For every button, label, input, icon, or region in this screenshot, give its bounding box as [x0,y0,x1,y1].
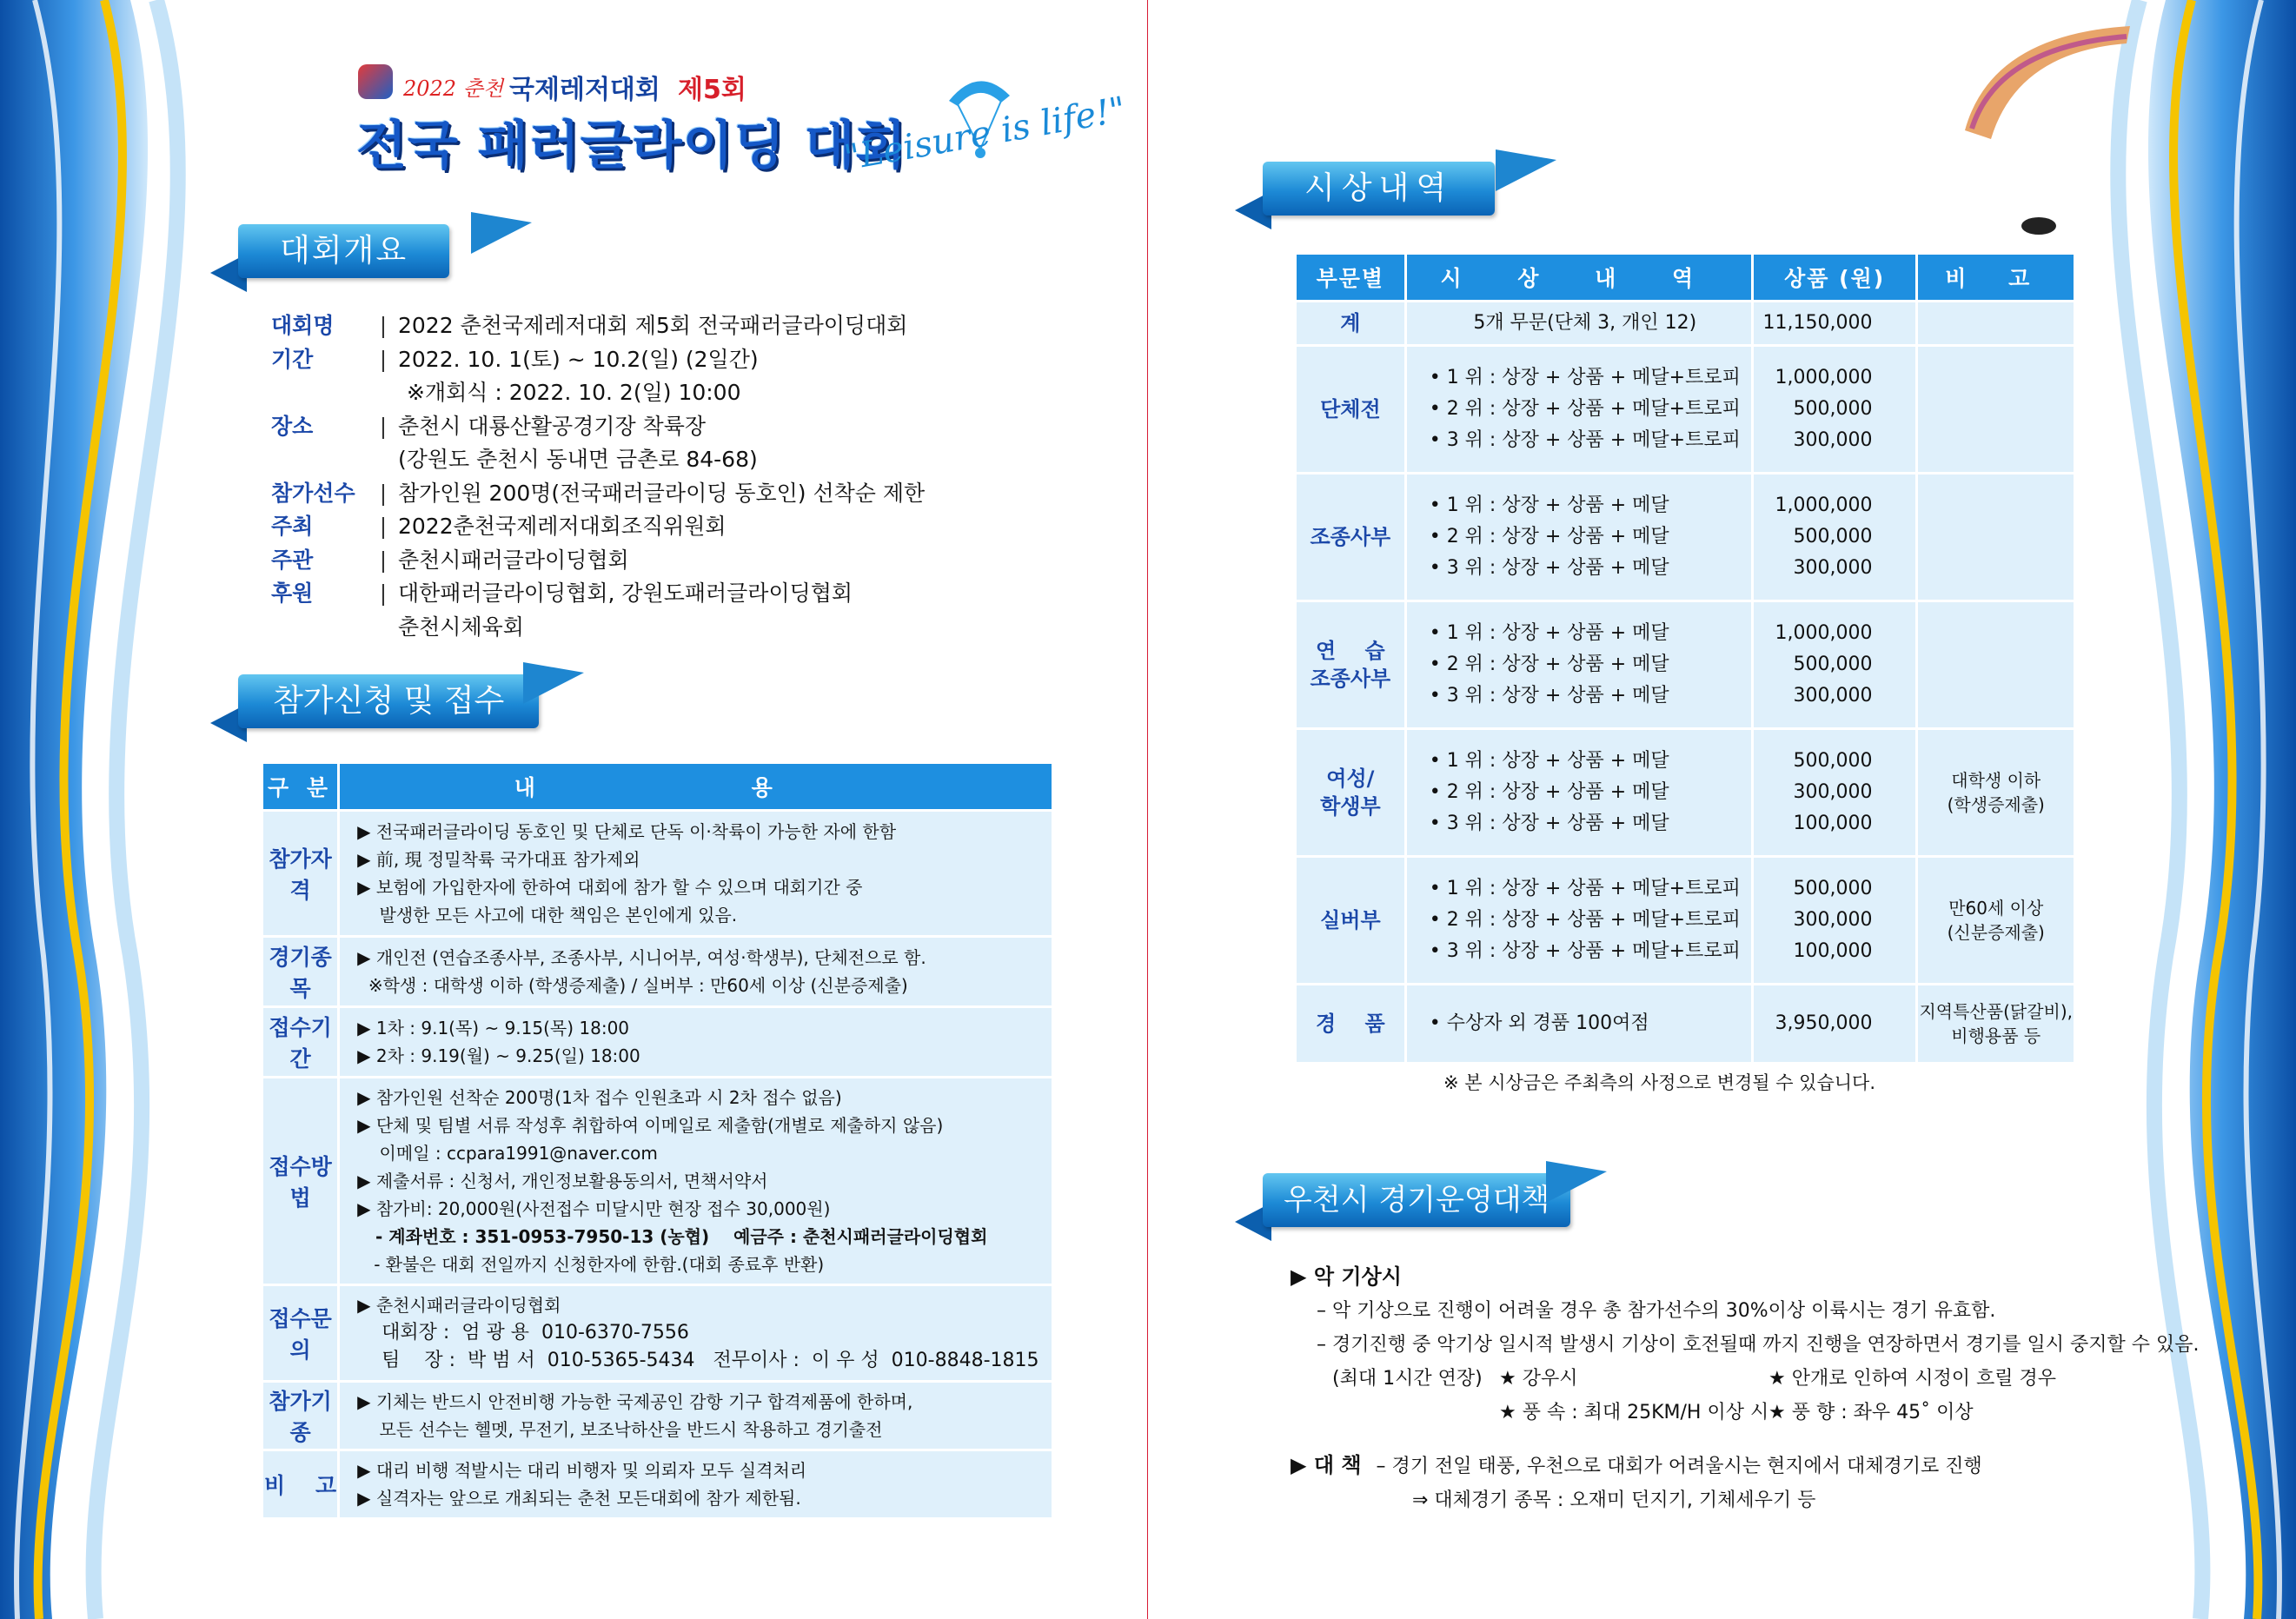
prize-amount: 500,000 [1793,878,1873,899]
overview-title: 대회개요 [238,224,449,278]
prize-amount: 100,000 [1793,940,1873,962]
prize-amount: 300,000 [1793,781,1873,803]
row-content [340,1286,1051,1380]
prize-note [1918,602,2074,727]
row-label: 접수문의 [263,1286,337,1380]
content-line: - 계좌번호 : 351-0953-7950-13 (농협) 예금주 : 춘천시패러글라이딩협회 [357,1226,988,1247]
content-line: ▶ 실격자는 앞으로 개최되는 춘천 모든대회에 참가 제한됨. [357,1488,801,1509]
rain-plan-line: – 경기진행 중 악기상 일시적 발생시 기상이 호전될때 까지 진행을 연장하면서 경기를 일시 중지할 수 있음. [1317,1334,2200,1356]
award-line: • 1 위 : 상장 + 상품 + 메달+트로피 [1429,878,1741,899]
content-line: ▶ 대리 비행 적발시는 대리 비행자 및 의뢰자 모두 실격처리 [357,1460,807,1481]
application-title: 참가신청 및 접수 [238,674,539,728]
content-line: ▶ 춘천시패러글라이딩협회 [357,1295,561,1316]
content-line: ▶ 2차 : 9.19(월) ~ 9.25(일) 18:00 [357,1045,640,1066]
rain-plan-content [1291,1260,2199,1517]
row-content [340,938,1051,1005]
award-details [1407,602,1751,727]
prize-amount: 300,000 [1793,429,1873,451]
prize-amount: 500,000 [1793,526,1873,547]
event-logo [355,59,911,111]
overview-key: 참가선수 [271,480,355,506]
award-line: • 2 위 : 상장 + 상품 + 메달 [1429,654,1669,675]
overview-row: 장소 | 춘천시 대룡산활공경기장 착륙장 [271,410,925,444]
header-content: 내 용 [340,764,1051,809]
award-line: • 3 위 : 상장 + 상품 + 메달 [1429,685,1669,707]
content-line: ▶ 참가인원 선착순 200명(1차 접수 인원초과 시 2차 접수 없음) [357,1087,842,1108]
overview-value: 대한패러글라이딩협회, 강원도패러글라이딩협회 [398,581,853,606]
content-line: ▶ 제출서류 : 신청서, 개인정보활용동의서, 면책서약서 [357,1171,768,1191]
prize-note [1918,347,2074,472]
content-line: 발생한 모든 사고에 대한 책임은 본인에게 있음. [357,905,738,926]
overview-sub: 춘천시체육회 [398,614,524,640]
overview-value: 2022. 10. 1(토) ~ 10.2(일) (2일간) [398,346,759,372]
table-row [263,1286,1052,1380]
overview-value: 춘천시 대룡산활공경기장 착륙장 [398,413,706,439]
slogan-text: "Leisure is life!" [841,90,1129,179]
content-line: - 환불은 대회 전일까지 신청한자에 한함.(대회 종료후 반환) [357,1254,825,1275]
award-line: • 1 위 : 상장 + 상품 + 메달 [1429,622,1669,644]
prize-amounts [1754,602,1916,727]
application-banner [210,667,593,737]
award-line: • 2 위 : 상장 + 상품 + 메달 [1429,526,1669,547]
bad-weather-heading: ▶ 악 기상시 [1291,1264,1402,1289]
header-awards: 시 상 내 역 [1407,255,1751,300]
award-line: • 2 위 : 상장 + 상품 + 메달+트로피 [1429,909,1741,931]
application-table [261,761,1054,1520]
banner-flag [1546,1161,1607,1203]
condition-wind-speed: ★ 풍 속 : 최대 25KM/H 이상 시 [1499,1402,1769,1423]
division-label: 조종사부 [1297,474,1404,600]
logo-mark-icon [358,64,393,99]
content-line: ▶ 참가비: 20,000원(사전접수 미달시만 현장 접수 30,000원) [357,1198,831,1219]
overview-key: 장소 [271,413,314,439]
overview-row: 주관 | 춘천시패러글라이딩협회 [271,544,925,578]
overview-key: 주관 [271,547,314,573]
overview-value: 2022 춘천국제레저대회 제5회 전국패러글라이딩대회 [398,313,908,338]
prize-amount: 300,000 [1793,685,1873,707]
banner-flag [471,212,532,254]
row-label: 참가기종 [263,1383,337,1449]
content-line: ▶ 1차 : 9.1(목) ~ 9.15(목) 18:00 [357,1018,630,1038]
paraglider-wing-icon [1956,17,2139,148]
table-row [1297,730,2074,855]
conditions-row [1291,1396,2199,1430]
edition-text: 제5회 [678,75,747,105]
prize-amount: 11,150,000 [1754,302,1916,344]
pilot-icon [2017,207,2060,242]
overview-row: 참가선수 | 참가인원 200명(전국패러글라이딩 동호인) 선착순 제한 [271,477,925,511]
row-content [340,1078,1051,1284]
measure-row [1291,1449,2199,1483]
prize-amount: 1,000,000 [1775,622,1873,644]
award-line: • 2 위 : 상장 + 상품 + 메달 [1429,781,1669,803]
table-row [1297,602,2074,727]
award-line: • 1 위 : 상장 + 상품 + 메달 [1429,494,1669,516]
prize-note [1918,302,2074,344]
content-line: 팀 장 : 박 범 서 010-5365-5434 전무이사 : 이 우 성 010-8848-1815 [357,1350,1039,1371]
award-detail: 5개 무문(단체 3, 개인 12) [1407,302,1751,344]
banner-flag [1496,149,1556,191]
prize-note: 대학생 이하 (학생증제출) [1918,730,2074,855]
prize-amounts [1754,858,1916,983]
table-header-row [1297,255,2074,300]
award-line: • 3 위 : 상장 + 상품 + 메달+트로피 [1429,429,1741,451]
year-logo-text: 2022 춘천 [403,76,504,101]
content-line: ※학생 : 대학생 이하 (학생증제출) / 실버부 : 만60세 이상 (신분증제출) [357,975,908,996]
header-note: 비 고 [1918,255,2074,300]
prize-amount: 1,000,000 [1775,494,1873,516]
overview-row: 후원 | 대한패러글라이딩협회, 강원도패러글라이딩협회 [271,577,925,611]
rain-plan-title: 우천시 경기운영대책 [1263,1173,1570,1227]
prize-amount: 300,000 [1793,909,1873,931]
award-line: • 3 위 : 상장 + 상품 + 메달 [1429,813,1669,834]
award-details [1407,858,1751,983]
division-label: 단체전 [1297,347,1404,472]
main-title: 전국 패러글라이딩 대회 [356,116,907,176]
division-label: 경 품 [1297,985,1404,1062]
row-label: 경기종목 [263,938,337,1005]
table-header-row [263,764,1052,809]
award-details [1407,730,1751,855]
overview-key: 기간 [271,346,314,372]
prize-amounts [1754,347,1916,472]
table-row [1297,858,2074,983]
alternative-events: ⇒ 대체경기 종목 : 오재미 던지기, 기체세우기 등 [1412,1490,1816,1511]
max-extension: (최대 1시간 연장) [1332,1368,1483,1390]
banner-flag [523,662,584,704]
overview-row: 주최 | 2022춘천국제레저대회조직위원회 [271,510,925,544]
row-label: 접수방법 [263,1078,337,1284]
prize-amount: 3,950,000 [1754,985,1916,1062]
condition-fog: ★ 안개로 인하여 시정이 흐릴 경우 [1768,1368,2056,1390]
prize-amount: 500,000 [1793,398,1873,420]
award-details [1407,474,1751,600]
awards-banner [1235,155,1565,224]
content-line: ▶ 전국패러글라이딩 동호인 및 단체로 단독 이·착륙이 가능한 자에 한함 [357,821,897,842]
condition-rain: ★ 강우시 [1499,1368,1578,1390]
overview-value: 2022춘천국제레저대회조직위원회 [398,514,727,539]
header-prize: 상품 (원) [1754,255,1916,300]
overview-value: 춘천시패러글라이딩협회 [398,547,629,573]
award-details [1407,347,1751,472]
header-category: 구 분 [263,764,337,809]
prize-amount: 500,000 [1793,750,1873,772]
prize-table [1294,252,2076,1065]
overview-banner [210,217,541,287]
prize-amounts [1754,474,1916,600]
award-line: • 3 위 : 상장 + 상품 + 메달 [1429,557,1669,579]
overview-key: 대회명 [271,313,335,338]
overview-sub: (강원도 춘천시 동내면 금촌로 84-68) [398,447,758,472]
table-row [1297,474,2074,600]
table-row [1297,347,2074,472]
prize-amount: 1,000,000 [1775,367,1873,388]
row-label: 비 고 [263,1451,337,1517]
division-label: 여성/ 학생부 [1297,730,1404,855]
prize-amount: 100,000 [1793,813,1873,834]
prize-amount: 500,000 [1793,654,1873,675]
prize-amount: 300,000 [1793,557,1873,579]
measure-heading: ▶ 대 책 [1291,1453,1362,1477]
content-line: ▶ 개인전 (연습조종사부, 조종사부, 시니어부, 여성·학생부), 단체전으로 함. [357,947,926,968]
overview-list [271,309,925,644]
prize-footnote: ※ 본 시상금은 주최측의 사정으로 변경될 수 있습니다. [1443,1072,1876,1093]
row-label: 참가자격 [263,812,337,935]
table-row [263,1078,1052,1284]
overview-row: 기간 | 2022. 10. 1(토) ~ 10.2(일) (2일간) [271,343,925,377]
content-line: ▶ 기체는 반드시 안전비행 가능한 국제공인 감항 기구 합격제품에 한하며, [357,1391,913,1412]
table-row [1297,302,2074,344]
prize-note: 만60세 이상 (신분증제출) [1918,858,2074,983]
rain-plan-banner [1235,1166,1617,1236]
content-line: ▶ 보험에 가입한자에 한하여 대회에 참가 할 수 있으며 대회기간 중 [357,877,863,898]
overview-key: 주최 [271,514,314,539]
award-detail: • 수상자 외 경품 100여점 [1407,985,1751,1062]
overview-key: 후원 [271,581,314,606]
division-label: 실버부 [1297,858,1404,983]
event-name-text: 국제레저대회 [509,75,660,105]
overview-value: 참가인원 200명(전국패러글라이딩 동호인) 선착순 제한 [398,480,926,506]
prize-amounts [1754,730,1916,855]
award-line: • 1 위 : 상장 + 상품 + 메달+트로피 [1429,367,1741,388]
table-row [263,1451,1052,1517]
table-row [263,1008,1052,1076]
content-line: ▶ 前, 現 정밀착륙 국가대표 참가제외 [357,849,640,870]
content-line: 대회장 : 엄 광 용 010-6370-7556 [357,1322,689,1344]
rain-plan-line: – 악 기상으로 진행이 어려울 경우 총 참가선수의 30%이상 이륙시는 경기 유효함. [1317,1300,1996,1322]
row-content [340,1008,1051,1076]
condition-wind-direction: ★ 풍 향 : 좌우 45˚ 이상 [1768,1402,1974,1423]
conditions-row [1291,1362,2199,1396]
content-line: ▶ 단체 및 팀별 서류 작성후 취합하여 이메일로 제출함(개별로 제출하지 않음) [357,1115,944,1136]
table-row [263,812,1052,935]
table-row [1297,985,2074,1062]
header-division: 부문별 [1297,255,1404,300]
division-label: 계 [1297,302,1404,344]
prize-note [1918,474,2074,600]
row-label: 접수기간 [263,1008,337,1076]
table-row [263,938,1052,1005]
overview-row: 대회명 | 2022 춘천국제레저대회 제5회 전국패러글라이딩대회 [271,309,925,343]
content-line: 모든 선수는 헬멧, 무전기, 보조낙하산을 반드시 착용하고 경기출전 [357,1419,883,1440]
overview-sub: ※개회식 : 2022. 10. 2(일) 10:00 [407,380,741,405]
table-row [263,1383,1052,1449]
row-content [340,812,1051,935]
prize-note: 지역특산품(닭갈비), 비행용품 등 [1918,985,2074,1062]
row-content [340,1383,1051,1449]
award-line: • 3 위 : 상장 + 상품 + 메달+트로피 [1429,940,1741,962]
row-content [340,1451,1051,1517]
awards-title: 시상내역 [1263,162,1495,216]
measure-text: – 경기 전일 태풍, 우천으로 대회가 어려울시는 현지에서 대체경기로 진행 [1376,1456,1982,1477]
award-line: • 2 위 : 상장 + 상품 + 메달+트로피 [1429,398,1741,420]
award-line: • 1 위 : 상장 + 상품 + 메달 [1429,750,1669,772]
division-label: 연 습 조종사부 [1297,602,1404,727]
content-line: 이메일 : ccpara1991@naver.com [357,1143,658,1164]
